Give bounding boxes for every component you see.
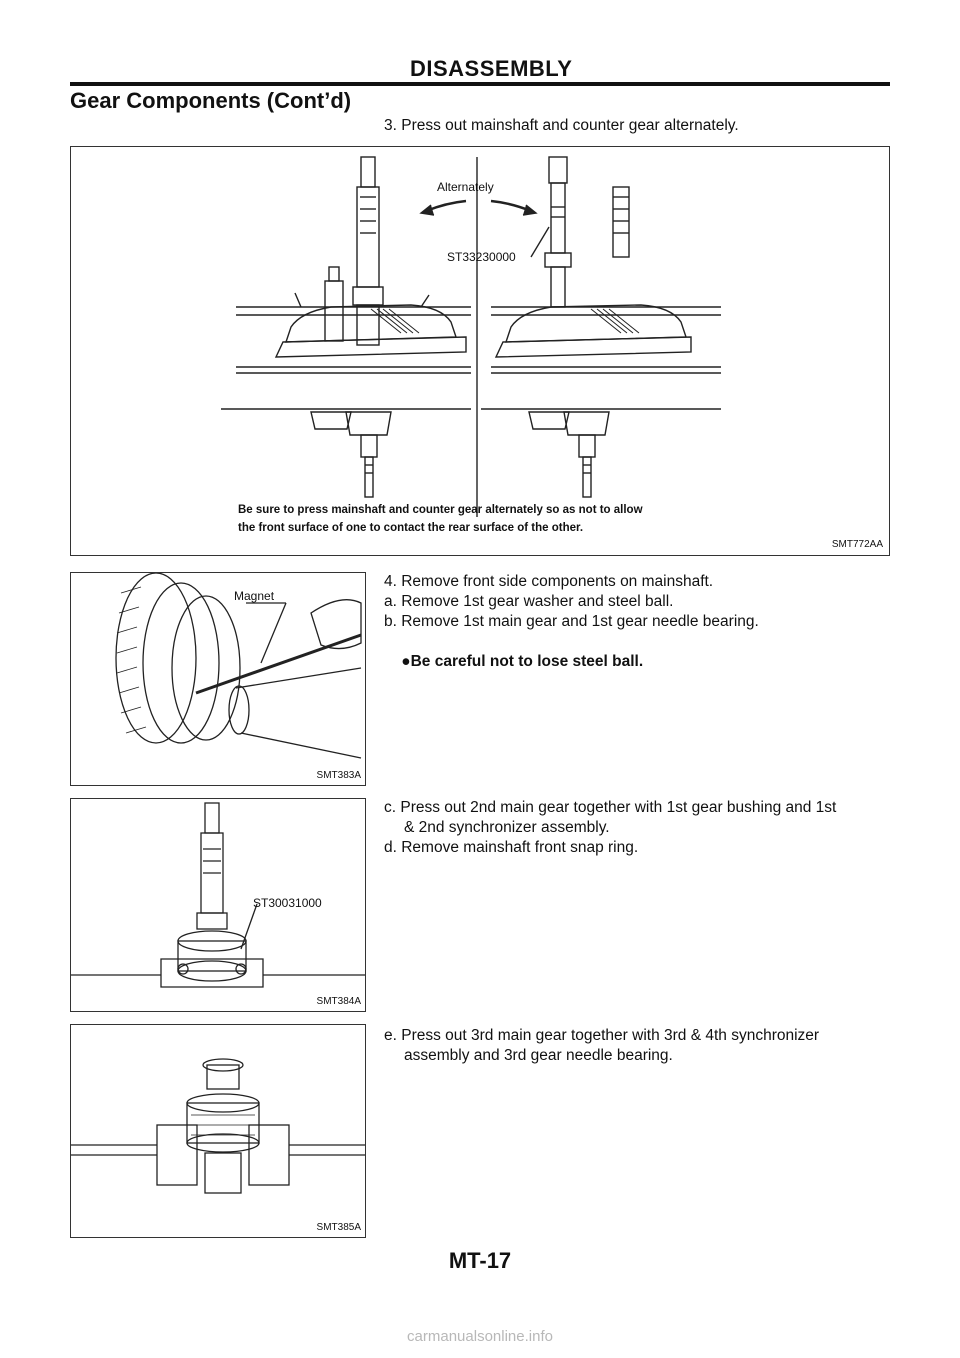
step-d-line: d. Remove mainshaft front snap ring.: [384, 839, 639, 856]
figure-code: SMT383A: [316, 770, 361, 781]
step-e-line-cont: assembly and 3rd gear needle bearing.: [404, 1047, 673, 1064]
figure-code: SMT772AA: [831, 539, 883, 550]
step-3-text: 3. Press out mainshaft and counter gear alternately.: [384, 117, 739, 134]
header-rule: [70, 82, 890, 86]
press-3rd-gear-illustration: [71, 1025, 365, 1237]
step-e-line: e. Press out 3rd main gear together with 3rd & 4th synchronizer: [384, 1027, 820, 1044]
step-c-line-cont: & 2nd synchronizer assembly.: [404, 819, 610, 836]
figure-caption-line2: the front surface of one to contact the rear surface of the other.: [238, 522, 584, 534]
section-title: DISASSEMBLY: [410, 56, 573, 81]
page-number: MT-17: [448, 1248, 512, 1273]
step-4-block: [384, 572, 894, 692]
step-e-block: [384, 1026, 894, 1066]
label-tool-st30031000: ST30031000: [253, 896, 322, 910]
figure-code: SMT384A: [316, 996, 361, 1007]
label-magnet: Magnet: [234, 589, 275, 603]
press-alternately-illustration: [71, 147, 889, 555]
figure-code: SMT385A: [316, 1222, 361, 1233]
bullet-icon: ●: [401, 653, 411, 670]
figure-smt772aa: [70, 146, 890, 556]
step-4a-line: a. Remove 1st gear washer and steel ball.: [384, 593, 674, 610]
step-c-line: c. Press out 2nd main gear together with 1st gear bushing and 1st: [384, 799, 837, 816]
subsection-title: Gear Components (Cont’d): [70, 88, 352, 113]
watermark: carmanualsonline.info: [407, 1328, 553, 1345]
press-2nd-gear-illustration: [71, 799, 365, 1011]
figure-smt385a: [70, 1024, 366, 1238]
caution-line: [384, 632, 894, 692]
figure-smt384a: [70, 798, 366, 1012]
figure-smt383a: [70, 572, 366, 786]
label-tool-st33230000: ST33230000: [447, 250, 516, 264]
step-4b-line: b. Remove 1st main gear and 1st gear needle bearing.: [384, 613, 759, 630]
magnet-illustration: [71, 573, 365, 785]
step-c-block: [384, 798, 894, 858]
figure-caption-line1: Be sure to press mainshaft and counter gear alternately so as not to allow: [238, 504, 643, 516]
label-alternately: Alternately: [437, 180, 494, 194]
step-4-line: 4. Remove front side components on mainshaft.: [384, 573, 714, 590]
caution-text: Be careful not to lose steel ball.: [410, 653, 644, 670]
